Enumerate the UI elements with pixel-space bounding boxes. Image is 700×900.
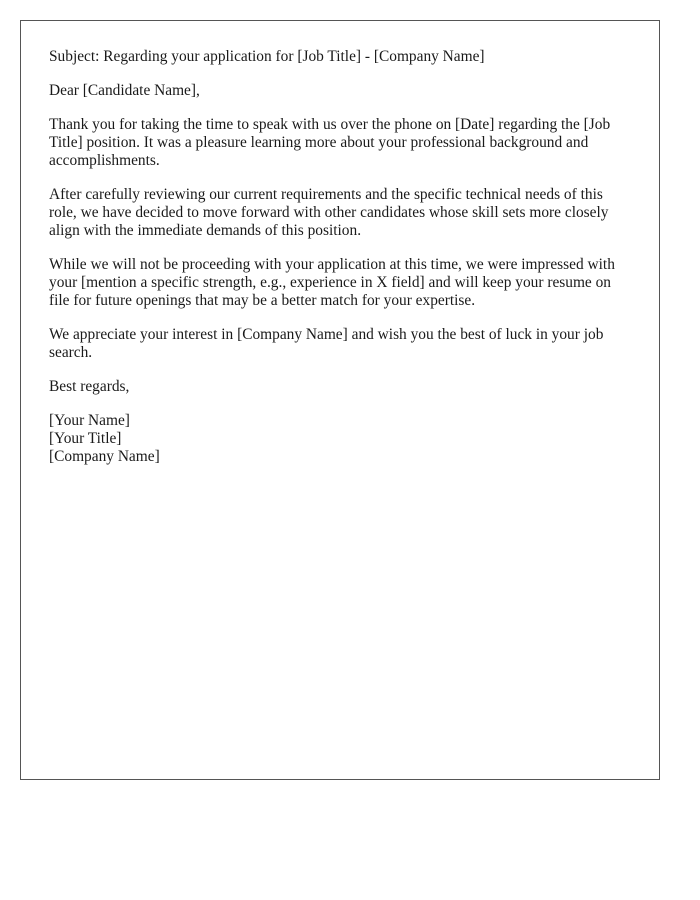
letter-paragraph-thanks: Thank you for taking the time to speak with us over the phone on [Date] regarding the [Job Title] position. It was a pleasure learning more about your professional background and accomplishments. xyxy=(49,116,611,169)
letter-closing: Best regards, xyxy=(49,378,130,395)
letter-page xyxy=(20,20,660,780)
signature-company: [Company Name] xyxy=(49,448,160,465)
letter-paragraph-closing-wishes: We appreciate your interest in [Company Name] and wish you the best of luck in your job search. xyxy=(49,326,604,361)
signature-block xyxy=(49,412,631,466)
letter-subject: Subject: Regarding your application for [Job Title] - [Company Name] xyxy=(49,48,485,65)
signature-name: [Your Name] xyxy=(49,412,130,429)
signature-title: [Your Title] xyxy=(49,430,122,447)
letter-salutation: Dear [Candidate Name], xyxy=(49,82,200,99)
letter-paragraph-impression: While we will not be proceeding with your application at this time, we were impressed with your [mention a specific strength, e.g., experience in X field] and will keep your resume on file for future openings that may be a better match for your expertise. xyxy=(49,256,615,309)
letter-paragraph-decision: After carefully reviewing our current requirements and the specific technical needs of this role, we have decided to move forward with other candidates whose skill sets more closely align with the immediate demands of this position. xyxy=(49,186,609,239)
